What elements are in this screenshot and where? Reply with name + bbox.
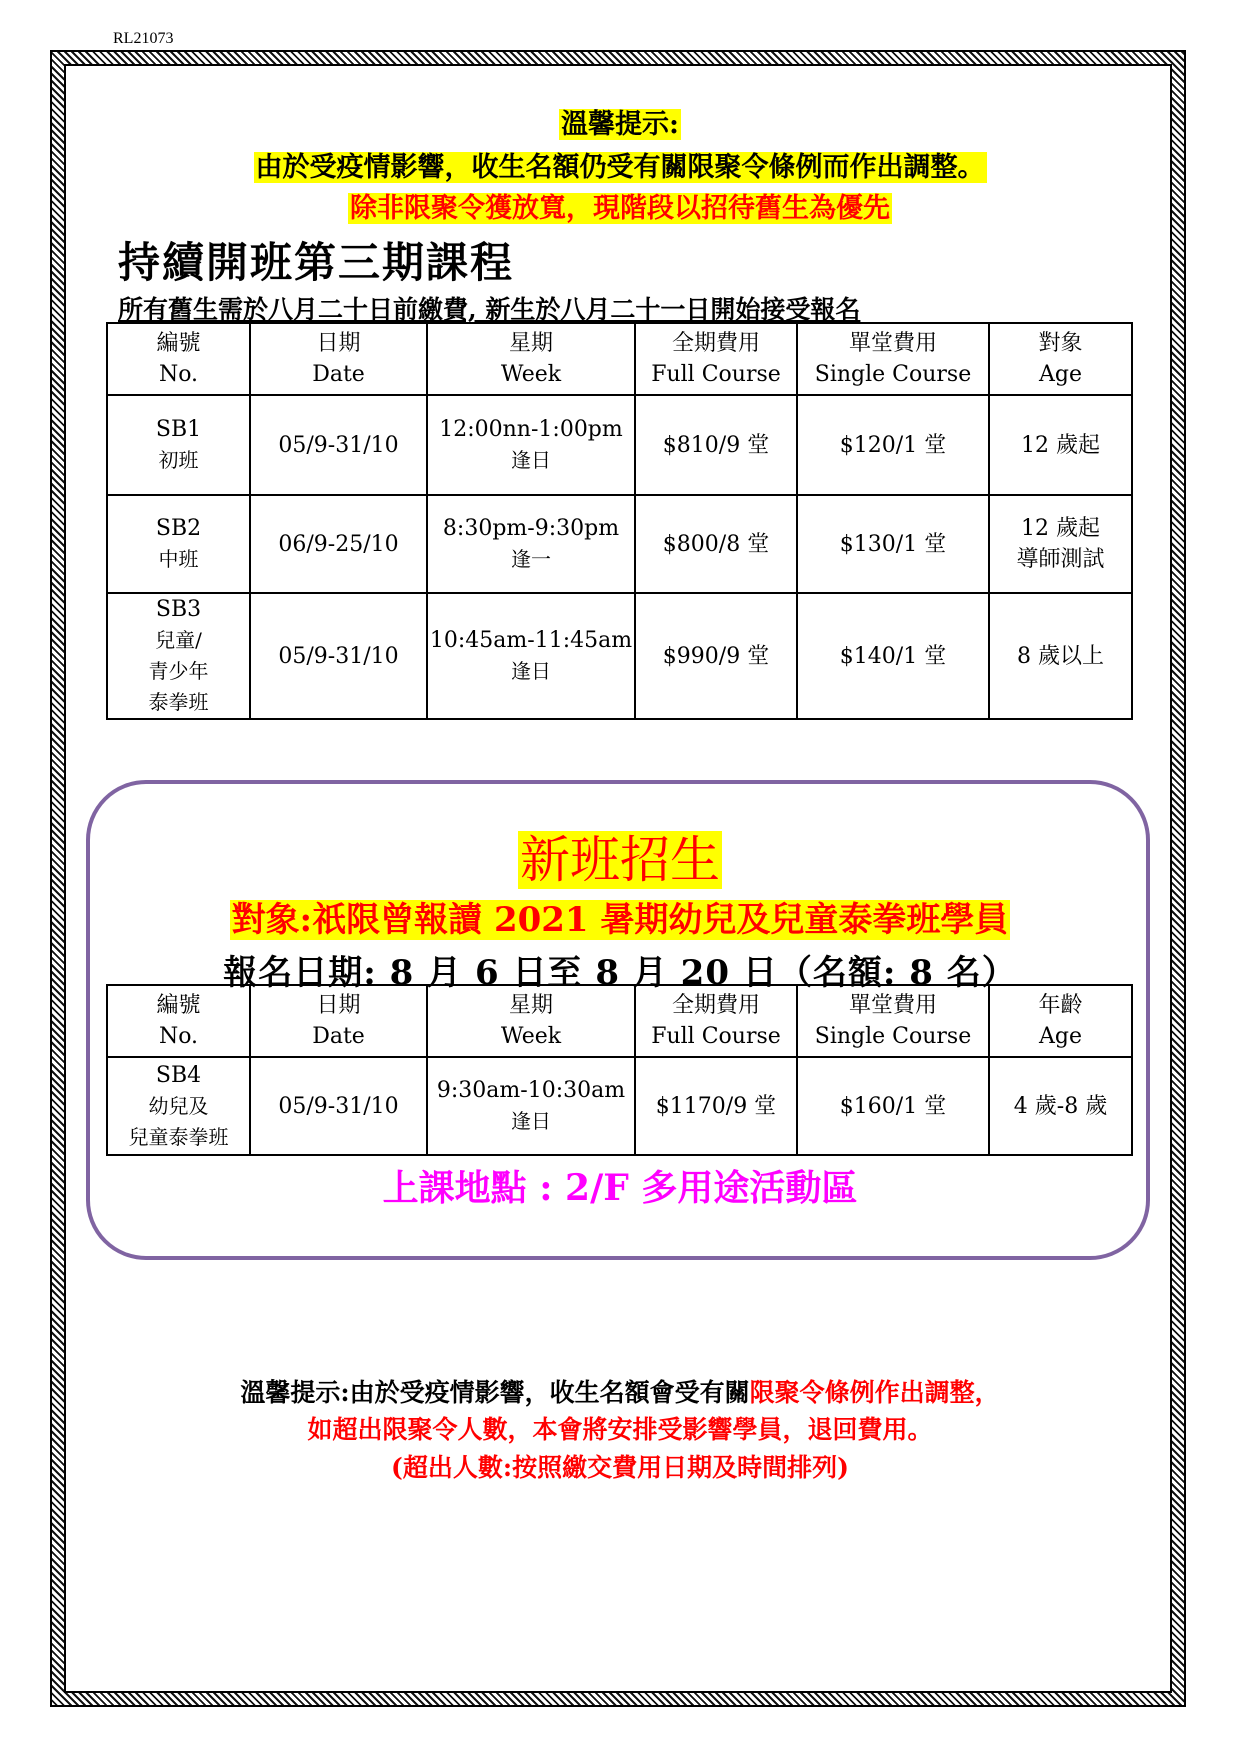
header-cell: 單堂費用 Single Course	[797, 985, 989, 1057]
header-cell: 日期 Date	[250, 985, 427, 1057]
section-title: 持續開班第三期課程	[118, 238, 515, 287]
table-cell: $1170/9 堂	[635, 1057, 797, 1155]
notice-line-2: 除非限聚令獲放寬，現階段以招待舊生為優先	[350, 193, 890, 224]
enrolment-date: 報名日期: 8 月 6 日至 8 月 20 日（名額: 8 名）	[223, 953, 1017, 993]
new-class-title: 新班招生	[520, 831, 720, 889]
table-cell: SB4 幼兒及 兒童泰拳班	[107, 1057, 250, 1155]
payment-note: 所有舊生需於八月二十日前繳費, 新生於八月二十一日開始接受報名	[118, 295, 861, 324]
header-cell: 年齡 Age	[989, 985, 1132, 1057]
table-cell: $810/9 堂	[635, 395, 797, 495]
table-cell: 12 歲起 導師測試	[989, 495, 1132, 593]
table-cell: $990/9 堂	[635, 593, 797, 719]
header-cell: 單堂費用 Single Course	[797, 323, 989, 395]
header-cell: 全期費用 Full Course	[635, 323, 797, 395]
table-cell: $800/8 堂	[635, 495, 797, 593]
header-cell: 全期費用 Full Course	[635, 985, 797, 1057]
new-class-target: 對象:祇限曾報讀 2021 暑期幼兒及兒童泰拳班學員	[231, 900, 1009, 940]
notice-line-1: 由於受疫情影響，收生名額仍受有關限聚令條例而作出調整。	[255, 152, 985, 183]
venue-text: 上課地點 : 2/F 多用途活動區	[382, 1167, 858, 1209]
table-cell: 4 歲-8 歲	[989, 1057, 1132, 1155]
table-row	[107, 395, 1132, 495]
table-cell: 8:30pm-9:30pm 逢一	[427, 495, 635, 593]
header-cell: 對象 Age	[989, 323, 1132, 395]
course-table	[106, 322, 1133, 720]
table-cell: 10:45am-11:45am 逢日	[427, 593, 635, 719]
table-cell: 8 歲以上	[989, 593, 1132, 719]
table-cell: 05/9-31/10	[250, 395, 427, 495]
table-header-row	[107, 985, 1132, 1057]
table-cell: SB1 初班	[107, 395, 250, 495]
notice-title: 溫馨提示:	[561, 109, 679, 140]
header-cell: 星期 Week	[427, 323, 635, 395]
table-cell: $120/1 堂	[797, 395, 989, 495]
footer-line-2: 如超出限聚令人數，本會將安排受影響學員，退回費用。	[307, 1415, 933, 1444]
table-cell: 12 歲起	[989, 395, 1132, 495]
table-cell: 06/9-25/10	[250, 495, 427, 593]
table-cell: 05/9-31/10	[250, 1057, 427, 1155]
footer-line-1: 溫馨提示:由於受疫情影響，收生名額會受有關限聚令條例作出調整，	[240, 1378, 1000, 1407]
reference-code: RL21073	[113, 30, 174, 47]
footer-line-3: (超出人數:按照繳交費用日期及時間排列)	[391, 1453, 849, 1482]
table-cell: 05/9-31/10	[250, 593, 427, 719]
table-row	[107, 593, 1132, 719]
new-course-table	[106, 984, 1133, 1156]
header-cell: 編號 No.	[107, 985, 250, 1057]
table-cell: SB2 中班	[107, 495, 250, 593]
table-cell: $160/1 堂	[797, 1057, 989, 1155]
table-row	[107, 1057, 1132, 1155]
header-cell: 日期 Date	[250, 323, 427, 395]
header-cell: 編號 No.	[107, 323, 250, 395]
table-cell: SB3 兒童/ 青少年 泰拳班	[107, 593, 250, 719]
table-header-row	[107, 323, 1132, 395]
header-cell: 星期 Week	[427, 985, 635, 1057]
table-cell: $130/1 堂	[797, 495, 989, 593]
table-cell: 12:00nn-1:00pm 逢日	[427, 395, 635, 495]
table-cell: $140/1 堂	[797, 593, 989, 719]
table-cell: 9:30am-10:30am 逢日	[427, 1057, 635, 1155]
table-row	[107, 495, 1132, 593]
